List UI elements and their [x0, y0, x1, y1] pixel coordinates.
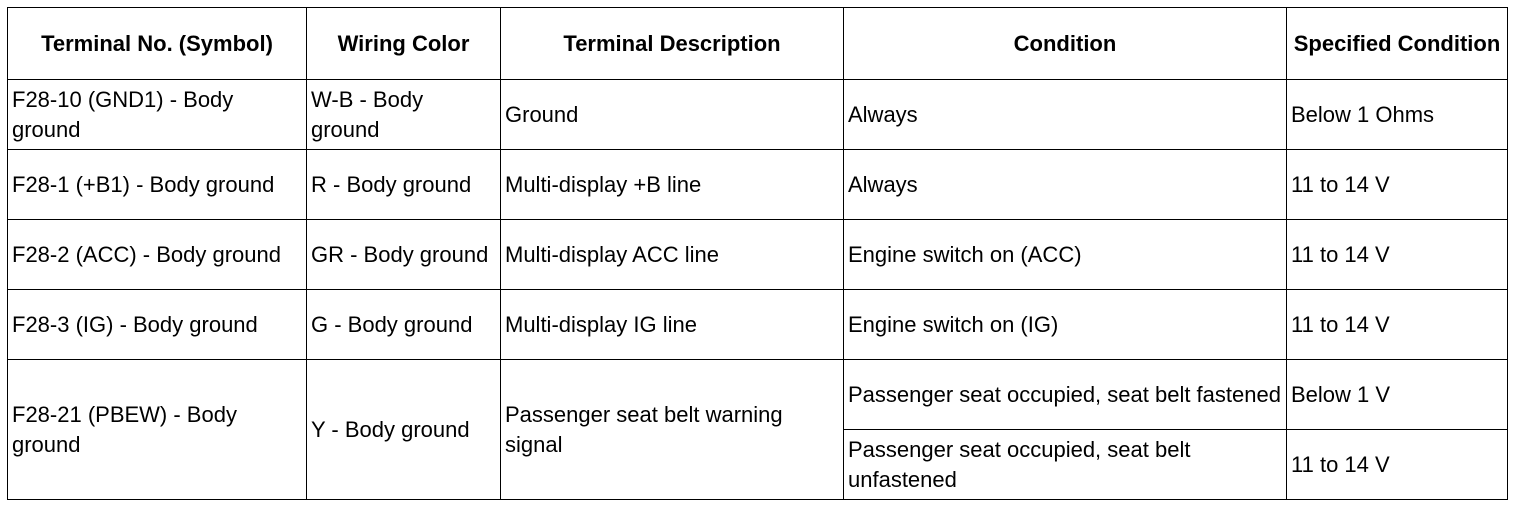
cell-terminal: F28-3 (IG) - Body ground: [8, 290, 307, 360]
header-specified-condition: Specified Condition: [1287, 8, 1508, 80]
cell-specified: Below 1 Ohms: [1287, 80, 1508, 150]
cell-wiring-color: Y - Body ground: [307, 360, 501, 500]
cell-condition: Always: [844, 80, 1287, 150]
cell-condition: Passenger seat occupied, seat belt fastened: [844, 360, 1287, 430]
cell-specified: 11 to 14 V: [1287, 150, 1508, 220]
cell-wiring-color: GR - Body ground: [307, 220, 501, 290]
cell-wiring-color: W-B - Body ground: [307, 80, 501, 150]
cell-terminal: F28-2 (ACC) - Body ground: [8, 220, 307, 290]
table-row: [8, 360, 1508, 430]
header-wiring-color: Wiring Color: [307, 8, 501, 80]
cell-terminal: F28-1 (+B1) - Body ground: [8, 150, 307, 220]
cell-description: Multi-display +B line: [501, 150, 844, 220]
table-row: [8, 80, 1508, 150]
cell-condition: Engine switch on (ACC): [844, 220, 1287, 290]
cell-wiring-color: G - Body ground: [307, 290, 501, 360]
table-row: [8, 290, 1508, 360]
cell-description: Multi-display IG line: [501, 290, 844, 360]
cell-specified: Below 1 V: [1287, 360, 1508, 430]
header-terminal-description: Terminal Description: [501, 8, 844, 80]
terminal-inspection-table: [7, 7, 1508, 500]
cell-terminal: F28-10 (GND1) - Body ground: [8, 80, 307, 150]
table-row: [8, 150, 1508, 220]
cell-condition: Engine switch on (IG): [844, 290, 1287, 360]
table-row: [8, 220, 1508, 290]
cell-wiring-color: R - Body ground: [307, 150, 501, 220]
table-header-row: [8, 8, 1508, 80]
header-condition: Condition: [844, 8, 1287, 80]
cell-specified: 11 to 14 V: [1287, 290, 1508, 360]
cell-condition: Always: [844, 150, 1287, 220]
cell-terminal: F28-21 (PBEW) - Body ground: [8, 360, 307, 500]
cell-specified: 11 to 14 V: [1287, 220, 1508, 290]
cell-description: Ground: [501, 80, 844, 150]
cell-description: Multi-display ACC line: [501, 220, 844, 290]
header-terminal-no: Terminal No. (Symbol): [8, 8, 307, 80]
cell-specified: 11 to 14 V: [1287, 430, 1508, 500]
cell-condition: Passenger seat occupied, seat belt unfastened: [844, 430, 1287, 500]
cell-description: Passenger seat belt warning signal: [501, 360, 844, 500]
